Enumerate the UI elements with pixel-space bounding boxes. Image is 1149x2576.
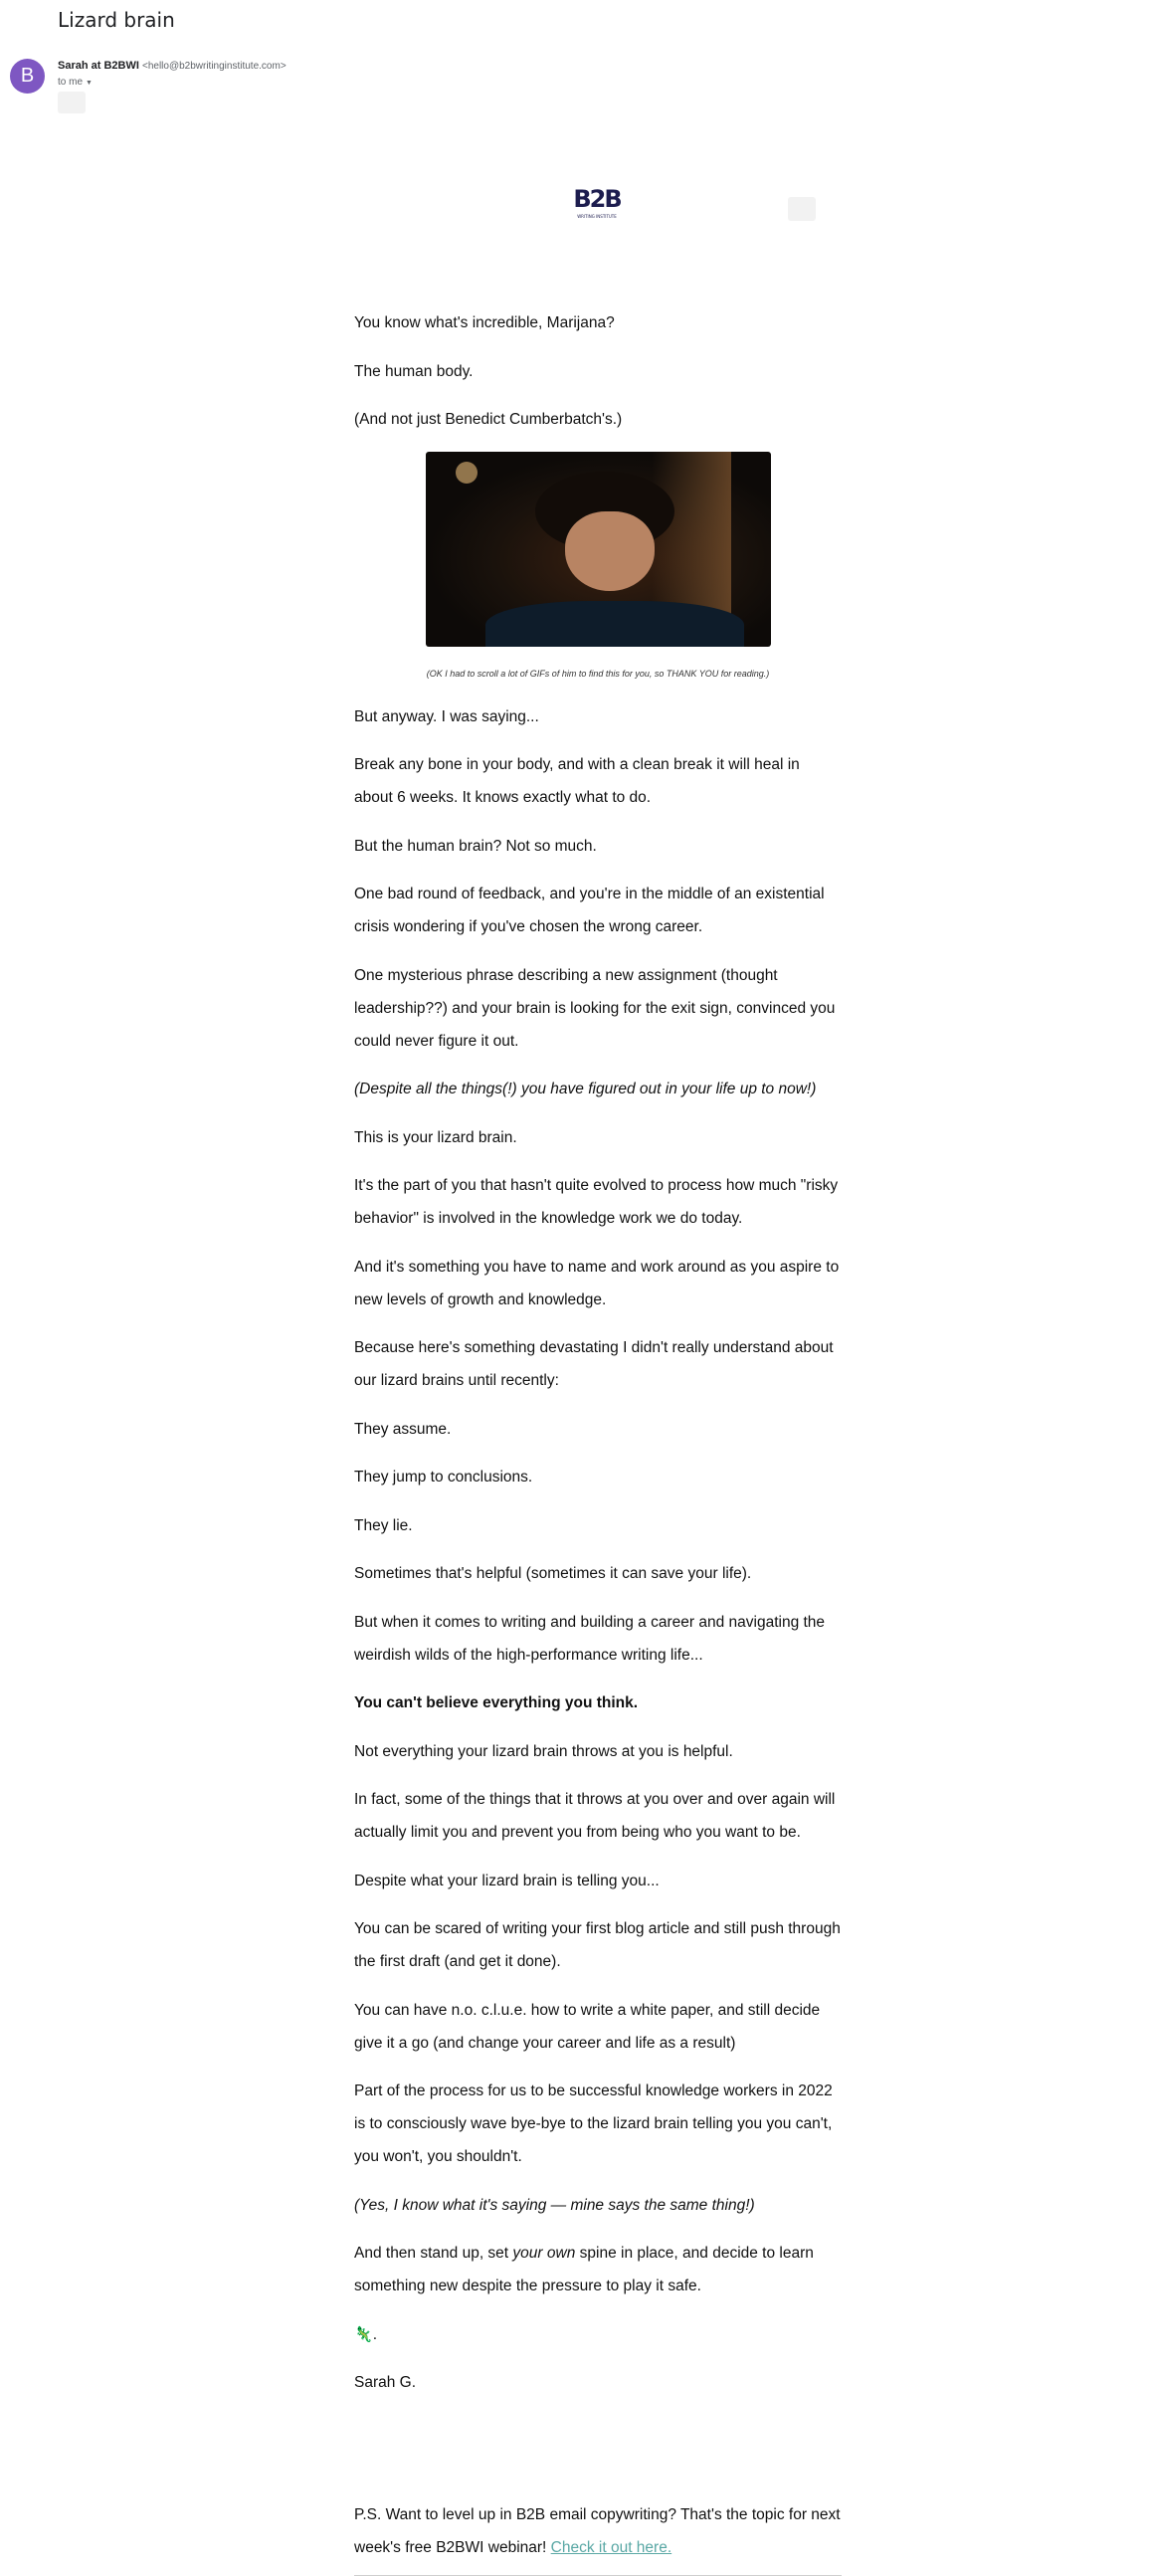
body-paragraph: They lie. [354, 1516, 413, 1534]
sender-name[interactable]: Sarah at B2BWI [58, 60, 139, 72]
body-paragraph-bold: You can't believe everything you think. [354, 1694, 639, 1711]
body-paragraph: And it's something you have to name and work around as you aspire to new levels of growth and knowledge. [354, 1258, 840, 1308]
text-run: And then stand up, set [354, 2245, 513, 2262]
placeholder-block [58, 92, 86, 113]
body-paragraph: Sometimes that's helpful (sometimes it can save your life). [354, 1565, 752, 1582]
body-paragraph: But when it comes to writing and building a career and navigating the weirdish wilds of the high-performance writing life... [354, 1613, 826, 1664]
ps-paragraph [354, 2498, 842, 2564]
lizard-icon: 🦎 [354, 2325, 373, 2343]
body-paragraph: You know what's incredible, Marijana? [354, 314, 615, 331]
email-subject: Lizard brain [58, 8, 175, 32]
emoji-period: . [372, 2325, 377, 2343]
body-paragraph: It's the part of you that hasn't quite evolved to process how much "risky behavior" is involved in the knowledge work we do today. [354, 1177, 839, 1227]
lizard-emoji-line [354, 2318, 842, 2351]
body-paragraph: Part of the process for us to be successful knowledge workers in 2022 is to consciously wave bye-bye to the lizard brain telling you you can't, you won't, you shouldn't. [354, 2082, 833, 2165]
email-body [354, 306, 842, 2576]
body-paragraph: Break any bone in your body, and with a clean break it will heal in about 6 weeks. It knows exactly what to do. [354, 756, 800, 806]
body-paragraph: They assume. [354, 1420, 452, 1438]
ps-text: P.S. Want to level up in B2B email copywriting? That's the topic for next week's free B2BWI webinar! [354, 2505, 841, 2556]
sender-line [58, 60, 287, 72]
body-paragraph: But anyway. I was saying... [354, 707, 539, 725]
text-run: spine in place, and decide to learn something new despite the pressure to play it safe. [354, 2245, 814, 2294]
body-paragraph: One bad round of feedback, and you're in the middle of an existential crisis wondering if you've chosen the wrong career. [354, 886, 825, 935]
body-paragraph: But the human brain? Not so much. [354, 837, 597, 855]
placeholder-block [788, 197, 816, 221]
body-paragraph: This is your lizard brain. [354, 1128, 517, 1146]
body-paragraph: (Yes, I know what it's saying — mine says the same thing!) [354, 2196, 755, 2214]
body-paragraph: One mysterious phrase describing a new assignment (thought leadership??) and your brain is looking for the exit sign, convinced you could never figure it out. [354, 966, 836, 1050]
logo-mark: B2B [573, 185, 621, 213]
body-paragraph: Because here's something devastating I didn't really understand about our lizard brains until recently: [354, 1339, 834, 1389]
recipient-toggle[interactable] [58, 77, 93, 88]
body-paragraph: The human body. [354, 362, 474, 380]
emphasis-text: your own [512, 2245, 576, 2262]
body-paragraph: (Despite all the things(!) you have figured out in your life up to now!) [354, 1081, 817, 1097]
chevron-down-icon: ▼ [86, 80, 93, 87]
body-paragraph [354, 2237, 842, 2302]
sender-avatar[interactable]: B [10, 59, 45, 94]
webinar-link[interactable]: Check it out here. [550, 2538, 672, 2556]
body-paragraph: In fact, some of the things that it throws at you over and over again will actually limit you and prevent you from being who you want to be. [354, 1791, 836, 1841]
benedict-cumberbatch-gif[interactable] [426, 452, 771, 647]
sender-email: <hello@b2bwritinginstitute.com> [141, 61, 287, 72]
body-paragraph: Not everything your lizard brain throws at you is helpful. [354, 1742, 733, 1760]
logo-subtext: WRITING INSTITUTE [577, 214, 617, 219]
body-paragraph: They jump to conclusions. [354, 1469, 533, 1486]
body-paragraph: (And not just Benedict Cumberbatch's.) [354, 411, 623, 428]
body-paragraph: You can have n.o. c.l.u.e. how to write a white paper, and still decide give it a go (and change your career and life as a result) [354, 2001, 821, 2052]
gif-caption: (OK I had to scroll a lot of GIFs of him to find this for you, so THANK YOU for reading.) [426, 668, 770, 679]
body-paragraph: You can be scared of writing your first blog article and still push through the first draft (and get it done). [354, 1920, 841, 1970]
recipient-label: to me [58, 77, 84, 88]
body-paragraph: Despite what your lizard brain is telling you... [354, 1872, 660, 1889]
gif-container [354, 452, 842, 659]
signature: Sarah G. [354, 2374, 417, 2391]
b2bwi-logo [567, 179, 627, 223]
